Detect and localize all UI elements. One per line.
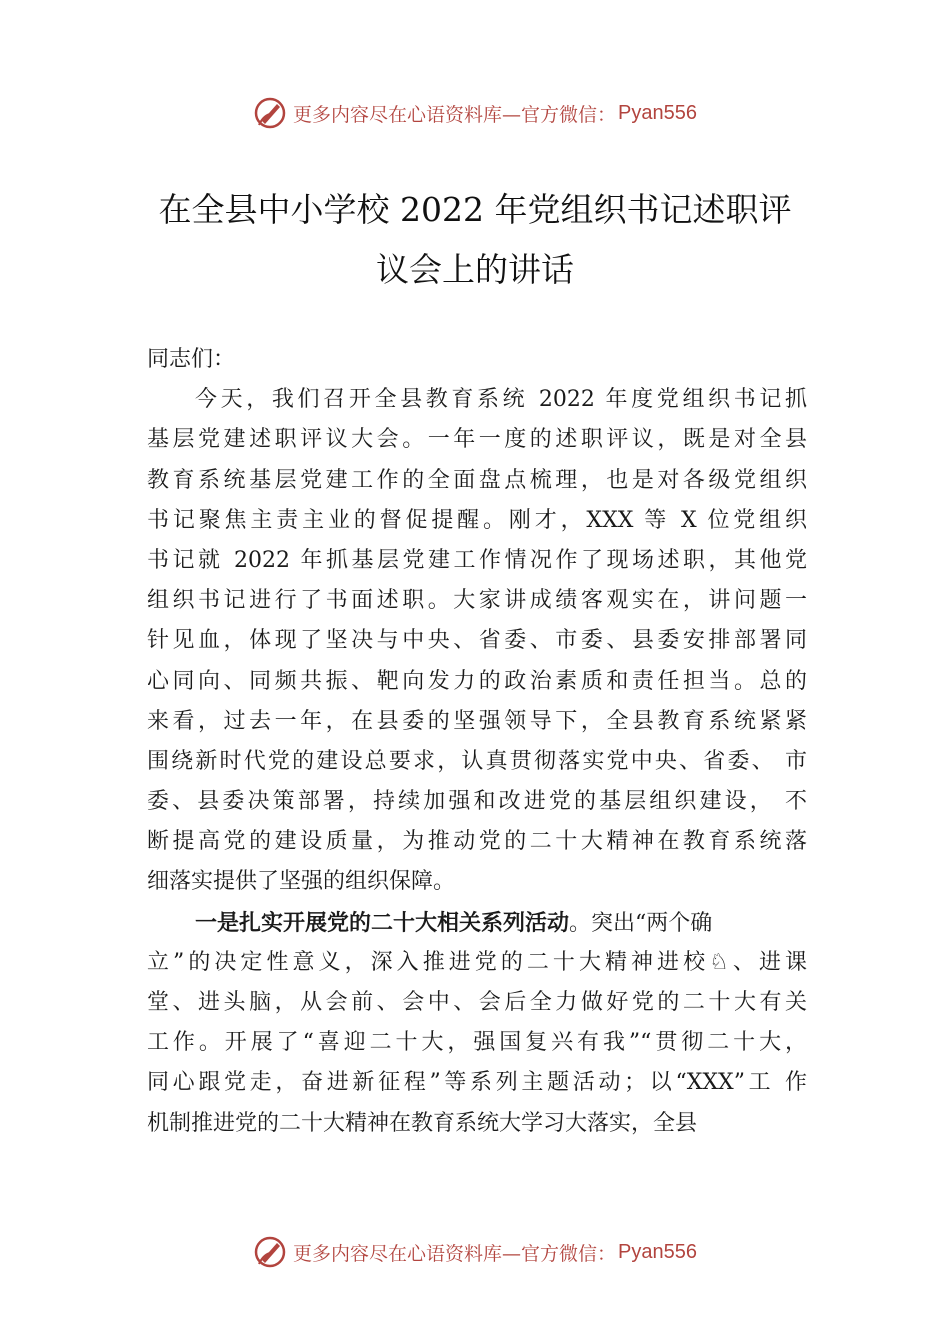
text-line: 来看，过去一年，在县委的坚强领导下，全县教育系统紧紧 <box>147 708 807 734</box>
text-line: 今天，我们召开全县教育系统 2022 年度党组织书记抓 <box>195 387 807 413</box>
document-body <box>147 340 807 1144</box>
text-line: 基层党建述职评议大会。一年一度的述职评议，既是对全县 <box>147 427 807 453</box>
text-line: 针见血，体现了坚决与中央、省委、市委、县委安排部署同 <box>147 628 807 654</box>
paragraph-2 <box>147 903 807 1144</box>
footer-banner <box>0 1232 950 1272</box>
text-line: 书记就 2022 年抓基层党建工作情况作了现场述职，其他党 <box>147 547 807 573</box>
pen-logo-icon <box>253 96 287 130</box>
paragraph-1 <box>147 380 807 902</box>
heading-rest: 。突出“两个确 <box>569 910 713 936</box>
section-heading: 一是扎实开展党的二十大相关系列活动 <box>195 909 570 936</box>
text-line: 心同向、同频共振、靶向发力的政治素质和责任担当。总的 <box>147 668 807 694</box>
text-line: 立”的决定性意义，深入推进党的二十大精神进校♘、进课 <box>147 949 807 975</box>
text-line: 堂、进头脑，从会前、会中、会后全力做好党的二十大有关 <box>147 990 807 1015</box>
text-line: 断提高党的建设质量，为推动党的二十大精神在教育系统落 <box>147 829 807 855</box>
banner-wechat-id: Pyan556 <box>618 1240 697 1263</box>
pen-logo-icon <box>253 1235 287 1269</box>
text-line: 工作。开展了“喜迎二十大，强国复兴有我”“贯彻二十大， <box>147 1030 807 1056</box>
banner-text: 更多内容尽在心语资料库—官方微信： <box>293 103 617 126</box>
text-line: 细落实提供了坚强的组织保障。 <box>147 869 456 895</box>
text-line: 委、县委决策部署，持续加强和改进党的基层组织建设， 不 <box>147 789 807 815</box>
text-line: 机制推进党的二十大精神在教育系统大学习大落实，全县 <box>147 1110 698 1136</box>
text-line: 同心跟党走，奋进新征程”等系列主题活动；以“XXX”工 作 <box>147 1070 807 1096</box>
text-line: 教育系统基层党建工作的全面盘点梳理，也是对各级党组织 <box>147 467 807 493</box>
banner-wechat-id: Pyan556 <box>618 101 697 124</box>
text-line: 书记聚焦主责主业的督促提醒。刚才，XXX 等 X 位党组织 <box>147 507 807 533</box>
text-line: 组织书记进行了书面述职。大家讲成绩客观实在，讲问题一 <box>147 588 807 614</box>
title-line-1: 在全县中小学校 2022 年党组织书记述职评 <box>158 190 792 229</box>
document-title <box>120 180 830 300</box>
text-line <box>147 903 807 943</box>
title-line-2: 议会上的讲话 <box>376 250 574 289</box>
header-banner <box>0 93 950 133</box>
banner-text: 更多内容尽在心语资料库—官方微信： <box>293 1242 617 1265</box>
text-line: 围绕新时代党的建设总要求，认真贯彻落实党中央、省委、 市 <box>147 748 807 774</box>
salutation: 同志们： <box>147 347 236 372</box>
